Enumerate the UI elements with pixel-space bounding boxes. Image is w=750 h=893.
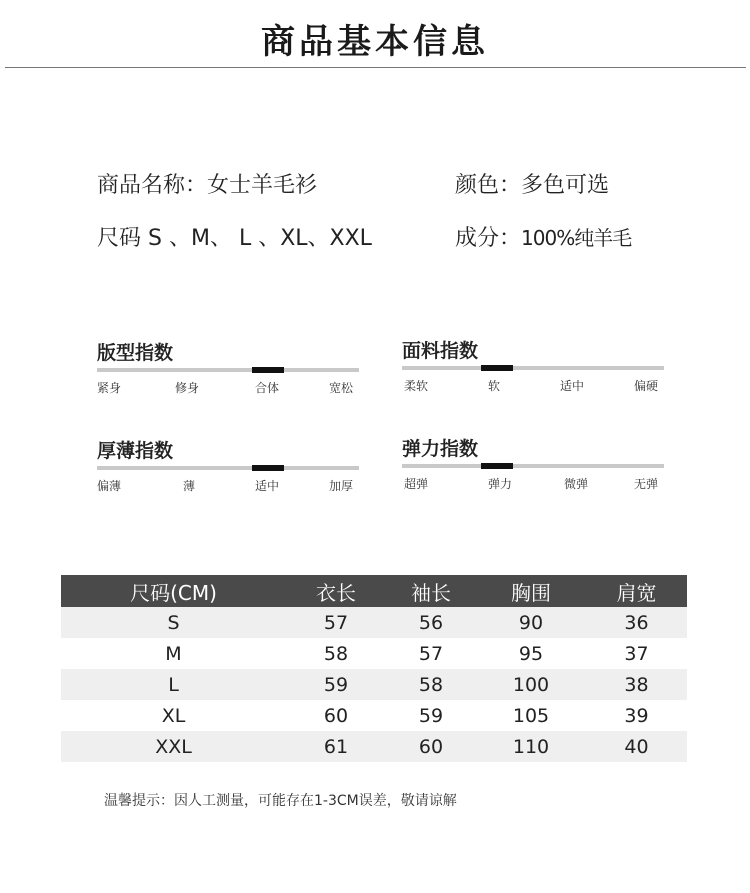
fit-index-marker [252, 367, 284, 373]
table-cell: 61 [286, 731, 386, 762]
thickness-index-marker [252, 465, 284, 471]
scale-label: 超弹 [404, 477, 429, 491]
table-cell: 37 [624, 642, 649, 665]
fabric-index-scale [402, 366, 664, 370]
table-cell: 60 [386, 731, 476, 762]
table-row [61, 638, 687, 669]
scale-label: 微弹 [564, 477, 589, 491]
elasticity-index [402, 434, 664, 493]
scale-label: 软 [488, 379, 501, 393]
scale-label: 修身 [175, 381, 200, 395]
fit-index-scale [97, 368, 359, 372]
table-cell: 95 [518, 642, 544, 665]
table-cell: XL [161, 704, 186, 727]
scale-label: 宽松 [329, 381, 354, 395]
scale-label: 适中 [560, 379, 585, 393]
fabric-index-title: 面料指数 [402, 340, 479, 362]
table-cell: 60 [323, 704, 349, 727]
table-cell: 36 [586, 607, 687, 638]
table-row [61, 731, 687, 762]
column-header: 衣长 [286, 575, 386, 607]
scale-label: 偏薄 [97, 479, 122, 493]
product-sizes [97, 221, 372, 252]
elasticity-index-marker [481, 463, 513, 469]
scale-label: 柔软 [404, 379, 429, 393]
title-divider [5, 67, 746, 68]
fabric-index [402, 336, 664, 395]
table-cell: M [165, 642, 182, 665]
column-header: 袖长 [386, 575, 476, 607]
composition-label: 成分： [455, 226, 522, 251]
size-values: S 、M、 L 、XL、XXL [148, 226, 372, 251]
elasticity-index-scale [402, 464, 664, 468]
table-cell: 100 [476, 669, 586, 700]
product-composition [455, 221, 631, 252]
scale-label: 薄 [183, 479, 196, 493]
scale-label: 偏硬 [634, 379, 659, 393]
size-label: 尺码 [97, 226, 142, 251]
scale-label: 加厚 [329, 479, 354, 493]
table-cell: 56 [386, 607, 476, 638]
thickness-index-title: 厚薄指数 [97, 440, 174, 462]
scale-label: 适中 [255, 479, 280, 493]
table-cell: 57 [286, 607, 386, 638]
elasticity-index-title: 弹力指数 [402, 438, 479, 460]
table-cell: 110 [476, 731, 586, 762]
page-title: 商品基本信息 [261, 22, 489, 62]
table-cell: S [61, 607, 286, 638]
table-cell: 39 [624, 704, 649, 727]
table-cell: 57 [418, 642, 444, 665]
thickness-index [97, 436, 359, 495]
table-row [61, 669, 687, 700]
table-cell: 58 [386, 669, 476, 700]
table-row [61, 700, 687, 731]
table-cell: 59 [286, 669, 386, 700]
scale-label: 紧身 [97, 381, 122, 395]
column-header: 尺码(CM) [61, 575, 286, 607]
table-cell: 90 [476, 607, 586, 638]
scale-label: 无弹 [634, 477, 659, 491]
fabric-index-marker [481, 365, 513, 371]
table-cell: XXL [61, 731, 286, 762]
table-cell: 59 [418, 704, 444, 727]
scale-label: 合体 [255, 381, 280, 395]
table-row [61, 607, 687, 638]
table-cell: 58 [323, 642, 349, 665]
table-cell: 105 [512, 704, 550, 727]
fit-index-title: 版型指数 [97, 342, 174, 364]
scale-label: 弹力 [488, 477, 513, 491]
table-cell: 40 [586, 731, 687, 762]
column-header: 肩宽 [586, 575, 687, 607]
product-color: 颜色：多色可选 [455, 173, 610, 198]
fit-index [97, 338, 359, 397]
table-header-row [61, 575, 687, 607]
product-name: 商品名称：女士羊毛衫 [97, 173, 318, 198]
composition-value: 100%纯羊毛 [521, 226, 632, 250]
column-header: 胸围 [476, 575, 586, 607]
measurement-tip: 温馨提示：因人工测量，可能存在1-3CM误差，敬请谅解 [104, 793, 457, 809]
thickness-index-scale [97, 466, 359, 470]
size-table [61, 575, 687, 762]
table-cell: 38 [586, 669, 687, 700]
table-cell: L [61, 669, 286, 700]
